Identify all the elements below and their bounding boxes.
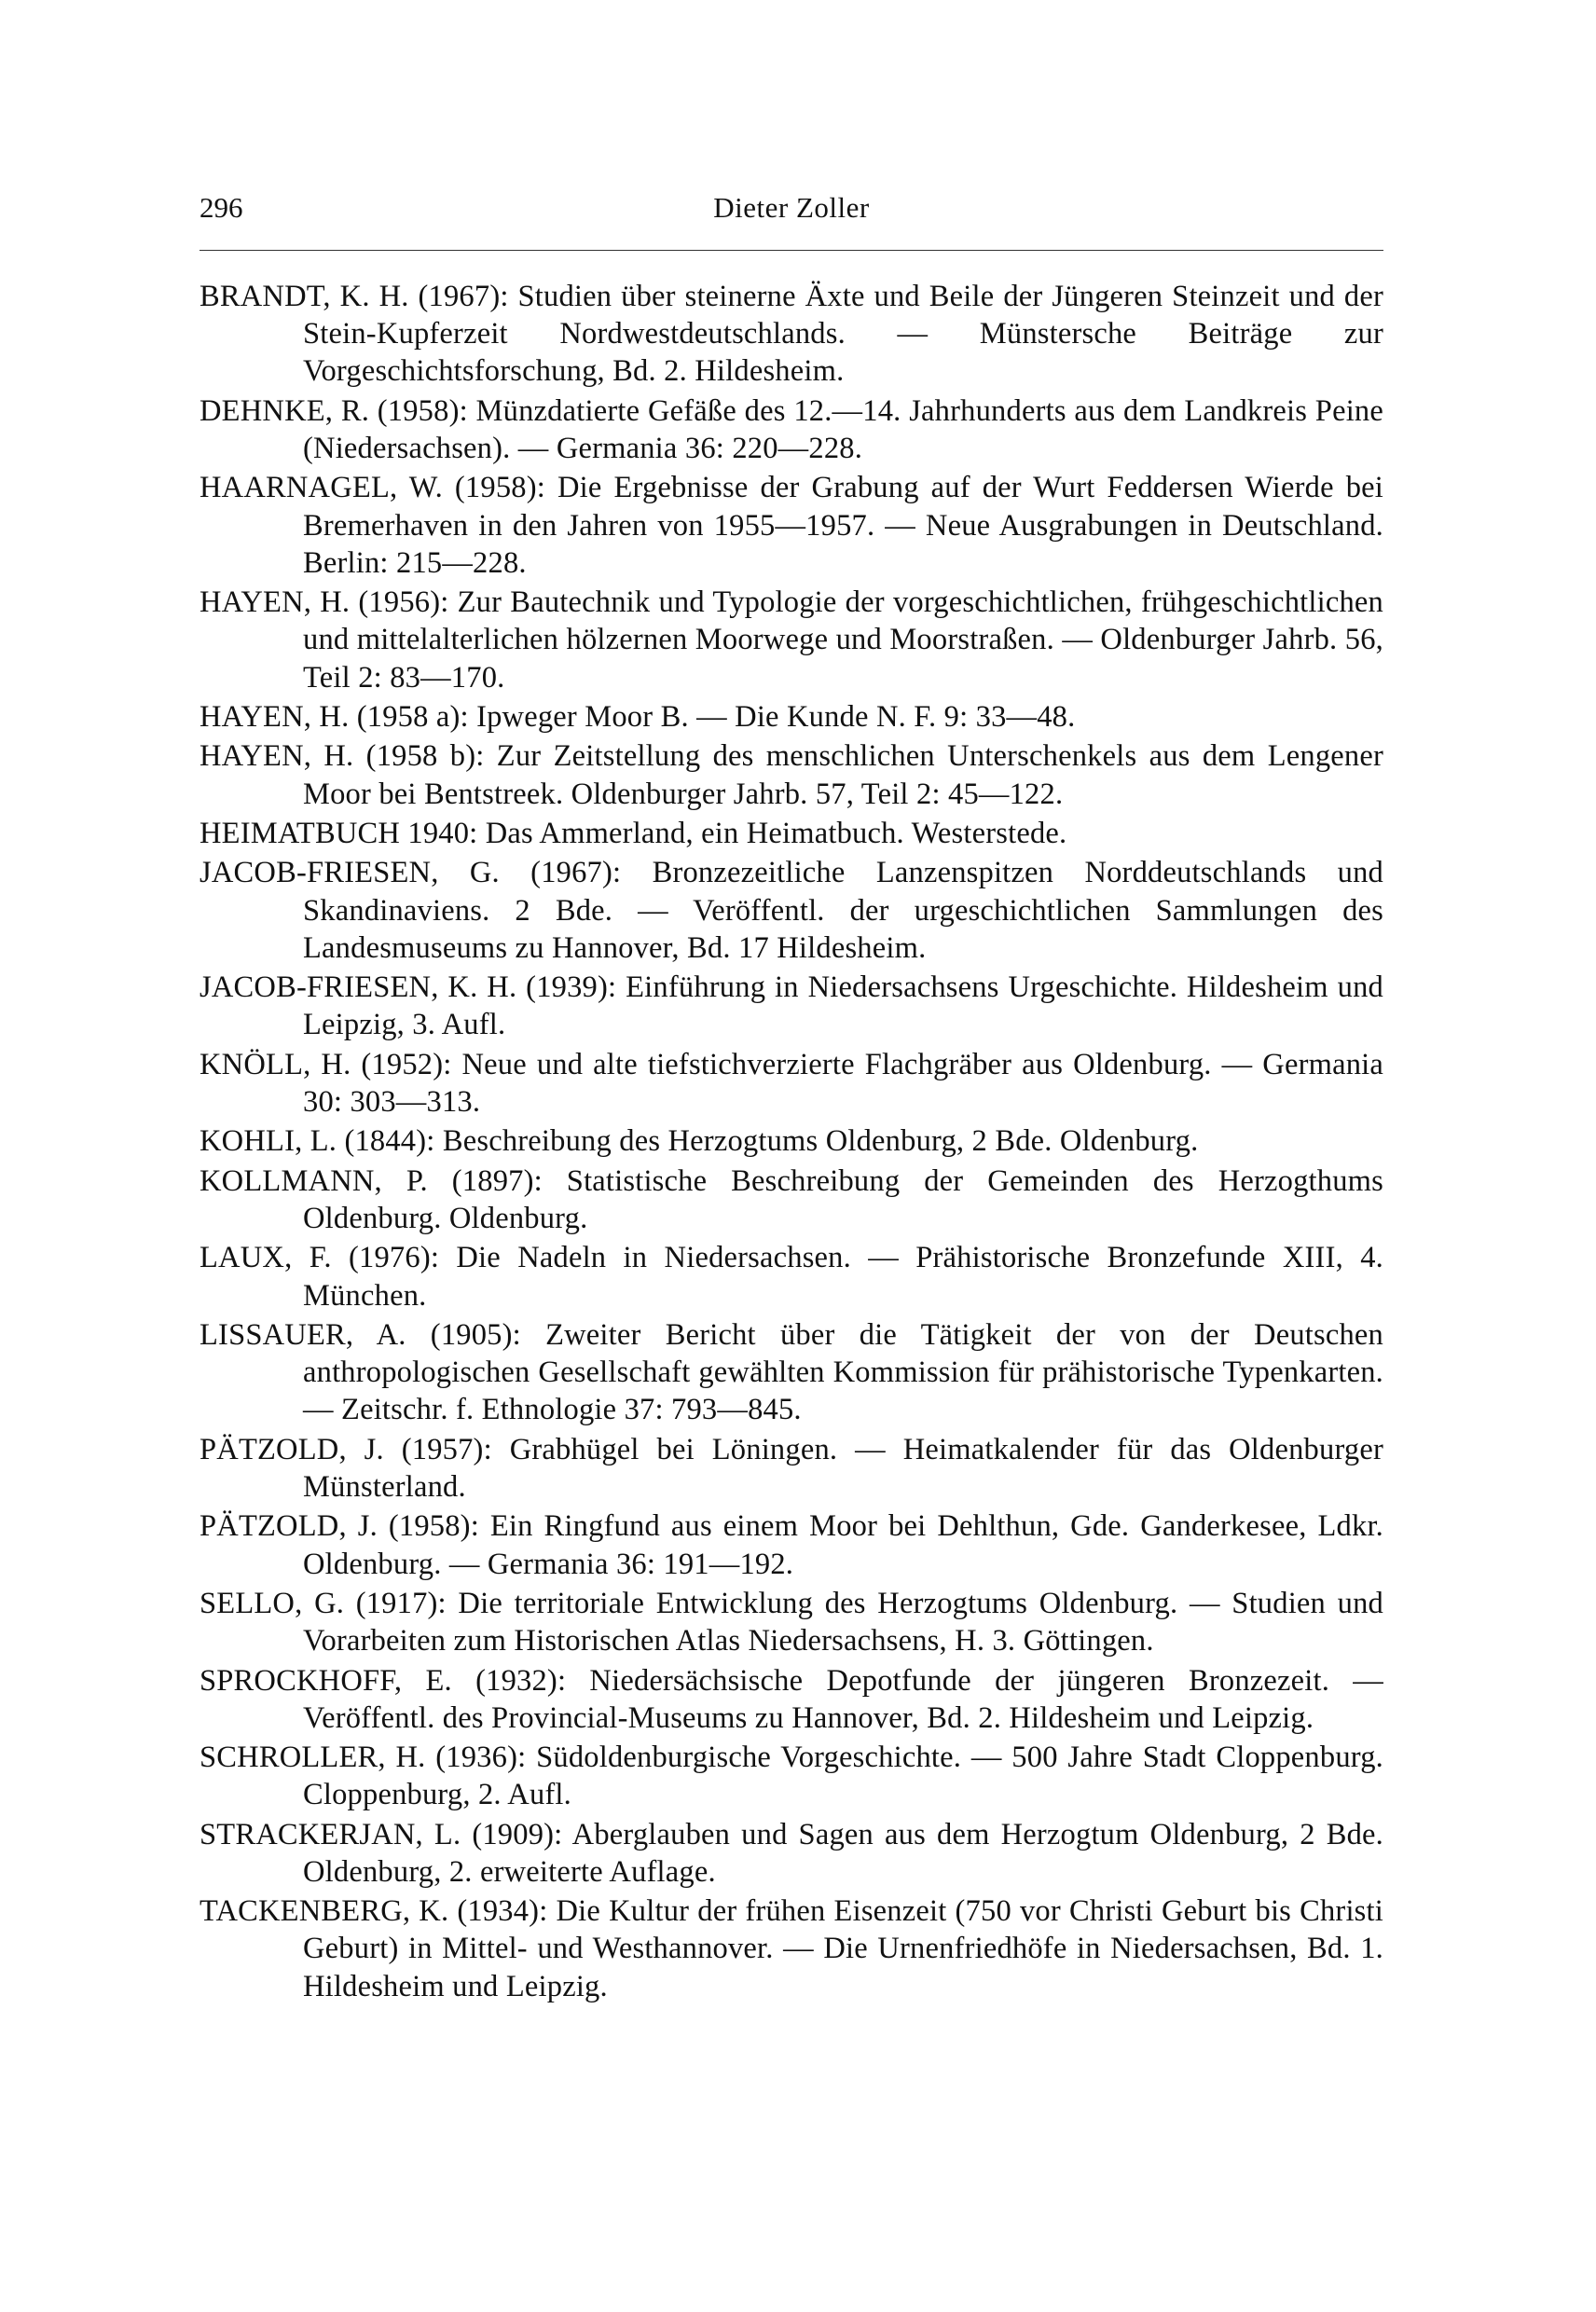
bibliography-entry: PÄTZOLD, J. (1957): Grabhügel bei Löningen. — Heimatkalender für das Oldenburger Münsterland. (200, 1432, 1383, 1504)
bibliography-entry: HAYEN, H. (1956): Zur Bautechnik und Typologie der vorgeschichtlichen, frühgeschichtlichen und mittelalterlichen hölzernen Moorwege und Moorstraßen. — Oldenburger Jahrb. 56, Teil 2: 83—170. (200, 585, 1383, 695)
bibliography-entry: SCHROLLER, H. (1936): Südoldenburgische Vorgeschichte. — 500 Jahre Stadt Cloppenburg. Cloppenburg, 2. Aufl. (200, 1741, 1383, 1812)
bibliography-entry: PÄTZOLD, J. (1958): Ein Ringfund aus einem Moor bei Dehlthun, Gde. Ganderkesee, Ldkr. Oldenburg. — Germania 36: 191—192. (200, 1509, 1383, 1581)
bibliography-entry: STRACKERJAN, L. (1909): Aberglauben und Sagen aus dem Herzogtum Oldenburg, 2 Bde. Oldenburg, 2. erweiterte Auflage. (200, 1817, 1383, 1889)
bibliography-entry: HAYEN, H. (1958 a): Ipweger Moor B. — Die Kunde N. F. 9: 33—48. (200, 699, 1076, 734)
bibliography-entry: JACOB-FRIESEN, G. (1967): Bronzezeitliche Lanzenspitzen Norddeutschlands und Skandinaviens. 2 Bde. — Veröffentl. der urgeschichtlichen Sammlungen des Landesmuseums zu Hannover, Bd. 17 Hildesheim. (200, 856, 1383, 965)
bibliography-entry: HAYEN, H. (1958 b): Zur Zeitstellung des menschlichen Unterschenkels aus dem Lengener Moor bei Bentstreek. Oldenburger Jahrb. 57, Teil 2: 45—122. (200, 739, 1383, 811)
bibliography-entry: SPROCKHOFF, E. (1932): Niedersächsische Depotfunde der jüngeren Bronzezeit. — Veröffentl. des Provincial-Museums zu Hannover, Bd. 2. Hildesheim und Leipzig. (200, 1663, 1383, 1735)
page-header (200, 191, 1383, 232)
header-rule (200, 250, 1383, 251)
bibliography-entry: KOHLI, L. (1844): Beschreibung des Herzogtums Oldenburg, 2 Bde. Oldenburg. (200, 1124, 1199, 1159)
bibliography-entry: JACOB-FRIESEN, K. H. (1939): Einführung in Niedersachsens Urgeschichte. Hildesheim und Leipzig, 3. Aufl. (200, 970, 1383, 1042)
bibliography-entry: DEHNKE, R. (1958): Münzdatierte Gefäße des 12.—14. Jahrhunderts aus dem Landkreis Peine (Niedersachsen). — Germania 36: 220—228. (200, 393, 1383, 465)
page-number: 296 (200, 191, 243, 224)
bibliography-entry: HAARNAGEL, W. (1958): Die Ergebnisse der Grabung auf der Wurt Feddersen Wierde bei Bremerhaven in den Jahren von 1955—1957. — Neue Ausgrabungen in Deutschland. Berlin: 215—228. (200, 471, 1383, 580)
bibliography-entry: HEIMATBUCH 1940: Das Ammerland, ein Heimatbuch. Westerstede. (200, 816, 1067, 850)
bibliography-entry: LAUX, F. (1976): Die Nadeln in Niedersachsen. — Prähistorische Bronzefunde XIII, 4. München. (200, 1241, 1383, 1313)
bibliography-entry: BRANDT, K. H. (1967): Studien über steinerne Äxte und Beile der Jüngeren Steinzeit und der Stein-Kupferzeit Nordwestdeutschlands. — Münstersche Beiträge zur Vorgeschichtsforschung, Bd. 2. Hildesheim. (200, 280, 1383, 389)
running-head-author: Dieter Zoller (713, 191, 870, 224)
bibliography-entry: KOLLMANN, P. (1897): Statistische Beschreibung der Gemeinden des Herzogthums Oldenburg. Oldenburg. (200, 1163, 1383, 1235)
bibliography-entry: SELLO, G. (1917): Die territoriale Entwicklung des Herzogtums Oldenburg. — Studien und Vorarbeiten zum Historischen Atlas Niedersachsens, H. 3. Göttingen. (200, 1586, 1383, 1658)
bibliography-entry: TACKENBERG, K. (1934): Die Kultur der frühen Eisenzeit (750 vor Christi Geburt bis Christi Geburt) in Mittel- und Westhannover. — Die Urnenfriedhöfe in Niedersachsen, Bd. 1. Hildesheim und Leipzig. (200, 1894, 1383, 2003)
bibliography-entry: LISSAUER, A. (1905): Zweiter Bericht über die Tätigkeit der von der Deutschen anthropologischen Gesellschaft gewählten Kommission für prähistorische Typenkarten. — Zeitschr. f. Ethnologie 37: 793—845. (200, 1317, 1383, 1427)
bibliography-entry: KNÖLL, H. (1952): Neue und alte tiefstichverzierte Flachgräber aus Oldenburg. — Germania 30: 303—313. (200, 1047, 1383, 1119)
bibliography-list (200, 278, 1383, 2007)
